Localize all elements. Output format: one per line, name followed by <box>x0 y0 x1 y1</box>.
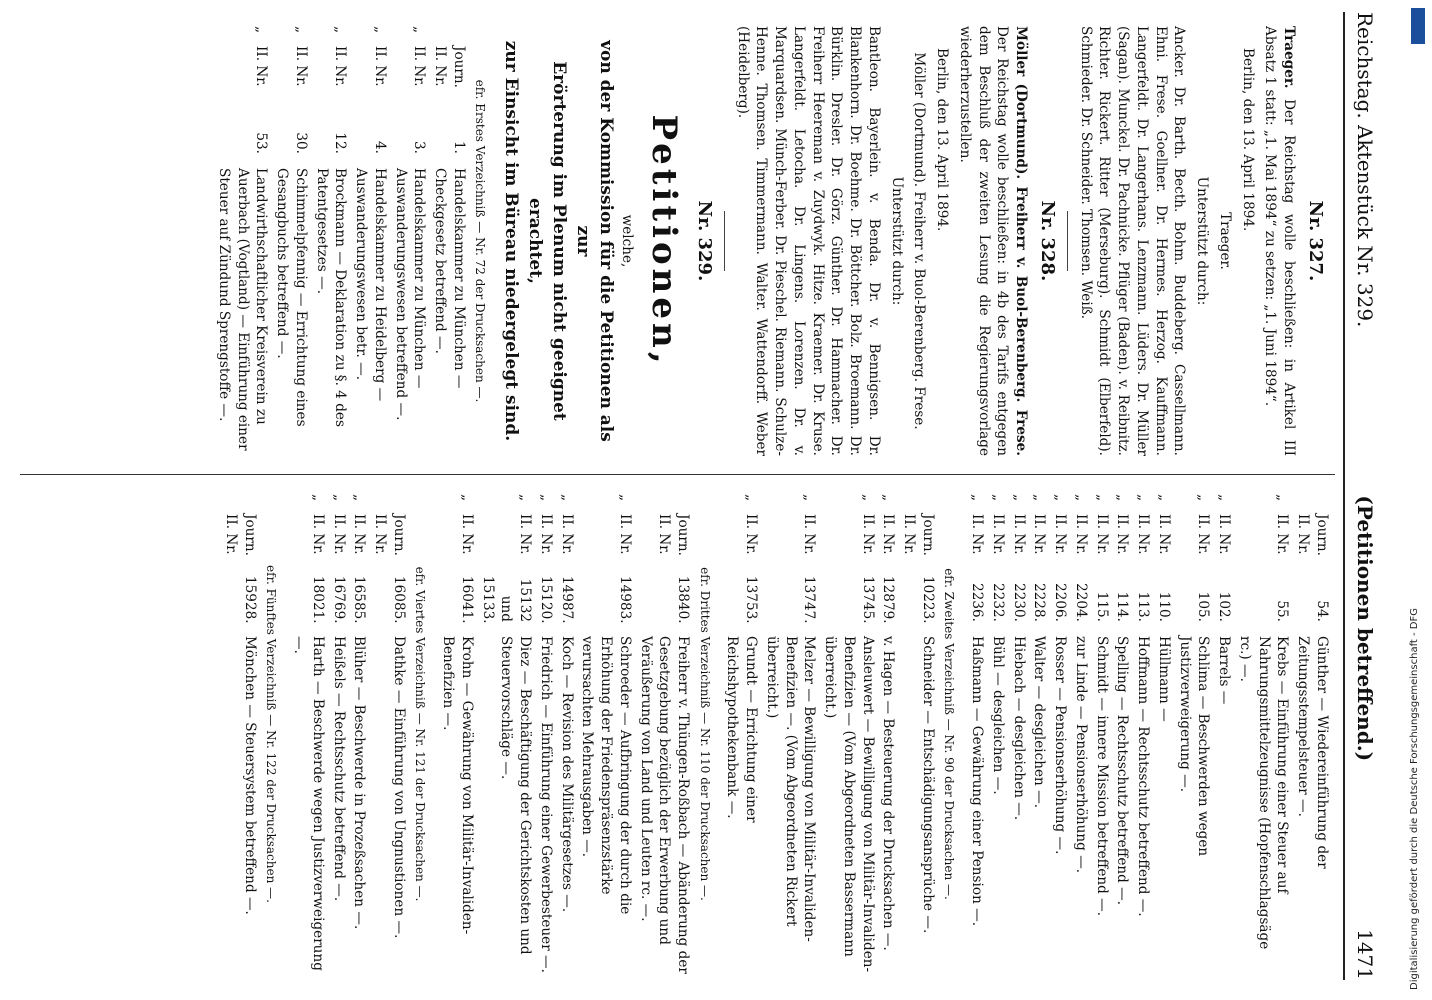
petition-entry <box>438 494 476 974</box>
entry-number: 14983. <box>616 576 633 624</box>
entry-text: Handelskammer zu München — Checkgesetz betreffend —. <box>432 168 467 389</box>
petition-entry <box>1092 494 1111 974</box>
entry-ditto: „ <box>537 494 554 502</box>
petition-entry <box>351 26 389 456</box>
entry-text: Heißels — Rechtsschutz betreffend —. <box>330 636 347 902</box>
entry-ditto: „ <box>1073 494 1089 502</box>
petition-list-1 <box>214 26 468 456</box>
entry-journal-ref: II. Nr. <box>253 46 270 87</box>
entry-text: Blüher — Beschwerde in Prozeßsachen —. <box>351 636 368 930</box>
entry-journal-ref: II. Nr. <box>517 514 534 555</box>
entry-journal-ref: II. Nr. <box>616 514 633 555</box>
entry-journal-ref: II. Nr. <box>351 514 368 555</box>
entry-ditto: „ <box>1274 494 1291 502</box>
entry-number: 15928. <box>241 576 258 624</box>
entry-ditto: „ <box>1031 494 1048 502</box>
petition-entry <box>312 26 350 456</box>
verzeichnis-label-1: efr. Erstes Verzeichniß — Nr. 72 der Drucksachen —. <box>473 79 488 403</box>
dfg-notice: Digitalisierung gefördert durch die Deutsche Forschungsgemeinschaft - DFG <box>1409 607 1420 990</box>
entry-ditto: „ <box>1216 494 1233 502</box>
signers-328: Möller (Dortmund). Freiherr v. Buol-Berenberg. Frese. <box>911 52 928 430</box>
entry-journal-ref: II. Nr. <box>990 514 1006 555</box>
entry-number: 2232. <box>990 583 1006 622</box>
petitionen-intro <box>498 26 617 456</box>
entry-ditto: „ <box>1114 494 1131 502</box>
supporters-327: Ancker. Dr. Barth. Becth. Bohm. Buddeberg. Cassellmann. Ehni. Frese. Goellner. Dr. Hermes. Herzog. Kauffmann. Langerfeldt. Dr. Langerhans. Lenzmann. Lüders. Dr. Müller (Sagan). Munckel. Dr. Pachnicke. Pflüger (Baden). v. Reibnitz. Richter. Rickert. Ritter (Merseburg). Schmidt (Elberfeld). Schmieder. Dr. Schneider. Thomsen. Weiß. <box>1077 26 1188 456</box>
petition-entry <box>329 494 348 974</box>
entry-journal-ref: II. Nr. <box>1114 514 1131 555</box>
entry-number: 2204. <box>1073 583 1089 622</box>
entry-number: 110. <box>1156 591 1172 622</box>
entry-text: Schneider — Entschädigungsansprüche —. <box>919 636 936 934</box>
entry-text: Handelskammer zu München — Auswanderungswesen betreffend —. <box>392 168 428 421</box>
petition-entry <box>1009 494 1028 974</box>
petition-entry <box>289 494 327 974</box>
entry-text: Hoffmann — Rechtsschutz betreffend —. <box>1135 636 1152 917</box>
petition-entry <box>899 494 937 974</box>
entry-journal-ref: Journ. II. Nr. <box>223 514 258 556</box>
entry-number: 16085. <box>390 576 407 624</box>
entry-number: 30. <box>292 132 309 154</box>
entry-journal-ref: II. Nr. <box>1274 514 1291 555</box>
entry-text: Günther — Wiedereinführung der Zeitungsstempelsteuer —. <box>1295 636 1330 869</box>
entry-text: Friedrich — Einführung einer Gewerbesteuer —. <box>537 636 554 973</box>
entry-journal-ref: II. Nr. <box>859 514 876 555</box>
entry-text: Hiebach — desgleichen —. <box>1010 636 1027 821</box>
entry-number: 12. <box>332 132 349 154</box>
entry-ditto: „ <box>309 494 326 502</box>
entry-number: 18021. <box>309 576 326 624</box>
entry-ditto <box>430 26 468 40</box>
entry-text: Ansleuwert — Bewilligung von Militär-Invaliden-Benefizien — (Vom Abgeordneten Bassermann überreicht.) <box>822 636 876 973</box>
entry-number: 13745. <box>859 576 876 624</box>
entry-ditto: „ <box>969 494 986 502</box>
petition-entry <box>762 494 818 974</box>
entry-journal-ref: II. Nr. <box>558 514 575 555</box>
entry-journal-ref: Journ. II. Nr. <box>901 514 936 556</box>
petition-entry <box>723 494 761 974</box>
petition-entry <box>1235 494 1291 974</box>
entry-ditto: „ <box>458 494 475 502</box>
petition-list-5 <box>221 494 259 974</box>
entry-text: Grundt — Errichtung einer Reichshypothekenbank —. <box>724 636 760 823</box>
petition-entry <box>1051 494 1070 974</box>
petition-entry <box>350 494 369 974</box>
supported-label-328: Unterstützt durch: <box>888 176 905 306</box>
entry-number: 16585. <box>351 576 368 624</box>
entry-ditto: „ <box>990 494 1006 502</box>
entry-journal-ref: II. Nr. <box>1010 514 1027 555</box>
petition-entry <box>636 494 692 974</box>
petition-list-3 <box>438 494 692 974</box>
petition-entry <box>1134 494 1153 974</box>
welche-line: welche, <box>619 214 636 268</box>
entry-journal-ref: Journ. II. Nr. <box>656 514 692 556</box>
entry-ditto <box>221 494 259 508</box>
entry-text: Schmidt — innere Mission betreffend —. <box>1093 636 1110 917</box>
entry-number: 113. <box>1135 591 1152 622</box>
entry-number: 2230. <box>1010 583 1027 622</box>
petition-entry <box>820 494 876 974</box>
entry-ditto: „ <box>1135 494 1152 502</box>
entry-ditto: „ <box>351 494 368 502</box>
entry-ditto <box>899 494 937 508</box>
entry-journal-ref: II. Nr. <box>1093 514 1110 555</box>
entry-journal-ref: II. Nr. <box>292 46 309 87</box>
entry-number: 13840. <box>675 576 692 624</box>
entry-text: Barrels — <box>1216 636 1233 705</box>
entry-journal-ref: II. Nr. <box>743 514 760 555</box>
section-title-328: Nr. 328. <box>1036 200 1058 282</box>
entry-ditto: „ <box>1156 494 1172 502</box>
petition-entry <box>1154 494 1173 974</box>
entry-text: Freiherr v. Thüngen-Roßbach — Abänderung der Gesetzgebung bezüglich der Erwerbung und Veräußerung von Land und Leuten rc. —. <box>637 636 692 974</box>
entry-journal-ref: II. Nr. <box>1031 514 1048 555</box>
petition-entry <box>1071 494 1090 974</box>
entry-ditto: „ <box>330 494 347 502</box>
petition-entry <box>370 494 408 974</box>
separator <box>1067 211 1068 271</box>
left-column <box>18 26 1333 456</box>
petition-entry <box>1294 494 1332 974</box>
entry-text: Haßmann — Gewährung einer Pension —. <box>969 636 986 927</box>
entry-journal-ref: II. Nr. <box>537 514 554 555</box>
entry-journal-ref: II. Nr. <box>801 514 818 555</box>
intro-line: Erörterung im Plenum nicht geeignet erachtet, <box>524 61 569 421</box>
petition-entry <box>1175 494 1213 974</box>
supported-label-327: Unterstützt durch: <box>1194 176 1211 306</box>
entry-number: 3. <box>411 141 428 154</box>
entry-journal-ref: Journ. II. Nr. <box>1295 514 1330 556</box>
entry-journal-ref: II. Nr. <box>332 46 349 87</box>
entry-text: Diez — Beschäftigung der Gerichtskosten und Steuervorschläge —. <box>498 636 534 955</box>
entry-text: Harth — Beschwerde wegen Justizverweigerung —. <box>291 636 326 971</box>
entry-journal-ref: II. Nr. <box>1135 514 1152 555</box>
entry-text: Hüllmann — <box>1156 636 1172 722</box>
petition-entry <box>968 494 987 974</box>
entry-ditto: „ <box>332 26 349 34</box>
petition-entry <box>430 26 468 456</box>
section-title-327: Nr. 327. <box>1305 200 1326 282</box>
entry-journal-ref: II. Nr. <box>411 46 428 87</box>
entry-number: 2206. <box>1052 583 1069 622</box>
entry-journal-ref: II. Nr. <box>880 514 897 555</box>
entry-text: Rosser — Pensionserhöhung —. <box>1052 636 1069 855</box>
entry-number: 53. <box>253 132 270 154</box>
petition-entry <box>391 26 429 456</box>
entry-text: Melzer — Bewilligung von Militär-Invaliden-Benefizien —. (Vom Abgeordneten Rickert überreicht.) <box>763 636 818 942</box>
entry-text: Schroeder — Aufbringung der durch die Erhöhung der Friedenspräsenzstärke verursachten Mehrausgaben —. <box>579 636 633 915</box>
entry-text: Krohn — Gewährung von Militär-Invaliden-Benefizien —. <box>440 636 475 935</box>
entry-number: 2236. <box>969 583 986 622</box>
entry-text: zur Linde — Pensionserhöhung —. <box>1073 636 1089 874</box>
entry-number: 102. <box>1216 591 1233 622</box>
entry-text: Landwirthschaftlicher Kreisverein zu Auerbach (Vogtland) — Einführung einer Steuer auf Zündund Sprengstoffe —. <box>215 168 270 451</box>
entry-number: 13753. <box>743 576 760 624</box>
entry-ditto: „ <box>371 26 388 34</box>
entry-journal-ref: II. Nr. <box>1073 514 1089 555</box>
entry-number: 54. <box>1314 600 1330 622</box>
entry-text: Dathke — Einführung von Ungnustionen —. <box>390 636 407 939</box>
entry-text: Brockmann — Deklaration zu §. 4 des Patentgesetzes —. <box>313 168 349 427</box>
petition-entry <box>272 26 310 456</box>
entry-ditto <box>370 494 408 508</box>
entry-journal-ref: II. Nr. <box>1216 514 1233 555</box>
entry-journal-ref: II. Nr. <box>371 46 388 87</box>
entry-text: Schlima — Beschwerden wegen Justizverweigerung —. <box>1176 636 1212 857</box>
verzeichnis-label-5: efr. Fünftes Verzeichniß — Nr. 122 der Drucksachen —. <box>264 565 279 903</box>
entry-text: v. Hagen — Besteuerung der Drucksachen —. <box>880 636 897 951</box>
page-header <box>1343 12 1385 980</box>
supporters-328: Bantleon. Bayerlein. v. Benda. Dr. v. Bennigsen. Dr. Blankenhorn. Dr. Boehme. Dr. Böttcher. Bolz. Broemann. Dr. Bürklin. Dresler. Dr. Görz. Günther. Dr. Hammacher. Dr. Freiherr Heereman v. Zuydwyk. Hitze. Kraemer. Dr. Kruse. Langerfeldt. Letocha. Dr. Lingens. Lorenzen. Dr. v. Marquardsen. Münch-Ferber. Dr. Pieschel. Riemann. Schulze-Henne. Thomsen. Timmermann. Walter. Wattendorff. Weber (Heidelberg). <box>734 26 882 456</box>
entry-number: 55. <box>1274 600 1291 622</box>
entry-ditto: „ <box>1195 494 1212 502</box>
entry-journal-ref: II. Nr. <box>1195 514 1212 555</box>
entry-number: 15120. <box>537 576 554 624</box>
entry-journal-ref: II. Nr. <box>458 514 475 555</box>
entry-number: 114. <box>1114 591 1131 622</box>
entry-journal-ref: II. Nr. <box>330 514 347 555</box>
petition-list-2 <box>723 494 937 974</box>
page-number: 1471 <box>1353 929 1377 980</box>
petition-entry <box>1113 494 1132 974</box>
entry-number: 1. <box>450 141 467 154</box>
petition-entry <box>214 26 270 456</box>
right-column <box>18 494 1333 974</box>
entry-number: 10223. <box>919 576 936 624</box>
entry-number: 12879. <box>880 576 897 624</box>
entry-journal-ref: II. Nr. <box>969 514 986 555</box>
entry-journal-ref: II. Nr. <box>1156 514 1172 555</box>
petition-entry <box>536 494 555 974</box>
petition-entry <box>578 494 634 974</box>
entry-text: Handelskammer zu Heidelberg — Auswanderungswesen betr. —. <box>353 168 388 402</box>
entry-number: 105. <box>1195 591 1212 622</box>
petition-list-4 <box>289 494 408 974</box>
entry-ditto: „ <box>880 494 897 502</box>
intro-line: zur Einsicht im Büreau niedergelegt sind. <box>501 40 522 442</box>
motion-327 <box>1261 26 1299 456</box>
entry-text: Spelling — Rechtsschutz betreffend —. <box>1114 636 1131 906</box>
entry-ditto: „ <box>253 26 270 34</box>
entry-text: Schimmelpfennig — Errichtung eines Gesangbuchs betreffend —. <box>274 168 309 427</box>
entry-ditto: „ <box>1093 494 1110 502</box>
entry-ditto: „ <box>517 494 534 502</box>
petition-entry <box>988 494 1007 974</box>
petition-entry <box>478 494 534 974</box>
entry-text: Krebs — Einführung einer Steuer auf Nahrungsmittelzeugnisse (Hopfenschlagsäge rc.) —. <box>1237 636 1291 950</box>
entry-ditto: „ <box>616 494 633 502</box>
petition-entry <box>879 494 898 974</box>
intro-line: von der Kommission für die Petitionen als zur <box>572 40 617 442</box>
petition-list-1-cont <box>968 494 1332 974</box>
motion-328-text: Der Reichstag wolle beschließen: in 4b des Tarifs entgegen dem Beschluß der zweiten Lesung die Regierungsvorlage wiederherzustellen. <box>956 26 1011 456</box>
petition-entry <box>557 494 576 974</box>
verzeichnis-label-4: efr. Viertes Verzeichniß — Nr. 121 der Drucksachen —. <box>413 566 428 902</box>
motion-328 <box>955 26 1030 456</box>
entry-number: 4. <box>371 141 388 154</box>
entry-ditto: „ <box>743 494 760 502</box>
entry-number: 14987. <box>558 576 575 624</box>
entry-journal-ref: Journ. II. Nr. <box>432 46 467 88</box>
authors-328: Möller (Dortmund). Freiherr v. Buol-Berenberg. Frese. <box>1013 26 1030 456</box>
entry-number: 115. <box>1093 591 1110 622</box>
entry-ditto <box>636 494 692 508</box>
entry-number: 2228. <box>1031 583 1048 622</box>
separator <box>724 211 725 271</box>
entry-ditto: „ <box>292 26 309 34</box>
petition-entry <box>1215 494 1234 974</box>
entry-ditto: „ <box>1010 494 1027 502</box>
petition-entry <box>221 494 259 974</box>
entry-ditto: „ <box>801 494 818 502</box>
signer-327: Traeger. <box>1216 212 1233 270</box>
entry-journal-ref: II. Nr. <box>309 514 326 555</box>
entry-text: Mönchen — Steuersystem betreffend —. <box>241 636 258 915</box>
entry-ditto: „ <box>411 26 428 34</box>
petitionen-heading: Petitionen, <box>644 114 685 368</box>
dfg-logo-icon <box>1411 8 1425 44</box>
header-left: Reichstag. Aktenstück Nr. 329. <box>1353 12 1377 328</box>
section-title-329: Nr. 329. <box>693 200 715 282</box>
entry-number: 13747. <box>801 576 818 624</box>
entry-text: Koch — Revision des Militärgesetzes —. <box>558 636 575 913</box>
dfg-sidebar <box>1405 0 1432 1000</box>
entry-journal-ref: II. Nr. <box>1052 514 1069 555</box>
entry-ditto <box>1294 494 1332 508</box>
entry-ditto: „ <box>1052 494 1069 502</box>
entry-number: 16041. <box>458 576 475 624</box>
entry-journal-ref: Journ. II. Nr. <box>372 514 407 556</box>
entry-ditto: „ <box>859 494 876 502</box>
author-327: Traeger. <box>1281 26 1298 89</box>
entry-text: Bühl — desgleichen —. <box>990 636 1006 795</box>
petition-entry <box>1030 494 1049 974</box>
motion-327-text: Der Reichstag wolle beschließen: in Artikel III Absatz 1 statt: „1. Mai 1894“ zu setzen: „1. Juni 1894“. <box>1262 26 1298 456</box>
entry-number: 15132 und 15133. <box>479 576 534 624</box>
verzeichnis-label-3: efr. Drittes Verzeichniß — Nr. 110 der Drucksachen —. <box>697 567 712 901</box>
date-327: Berlin, den 13. April 1894. <box>1239 48 1256 232</box>
entry-ditto: „ <box>558 494 575 502</box>
entry-text: Walter — desgleichen —. <box>1031 636 1048 809</box>
column-divider <box>20 474 1335 475</box>
header-center: (Petitionen betreffend.) <box>1353 495 1377 762</box>
verzeichnis-label-2: efr. Zweites Verzeichniß — Nr. 90 der Drucksachen —. <box>942 568 957 900</box>
date-328: Berlin, den 13. April 1894. <box>934 48 951 232</box>
entry-number: 16769. <box>330 576 347 624</box>
